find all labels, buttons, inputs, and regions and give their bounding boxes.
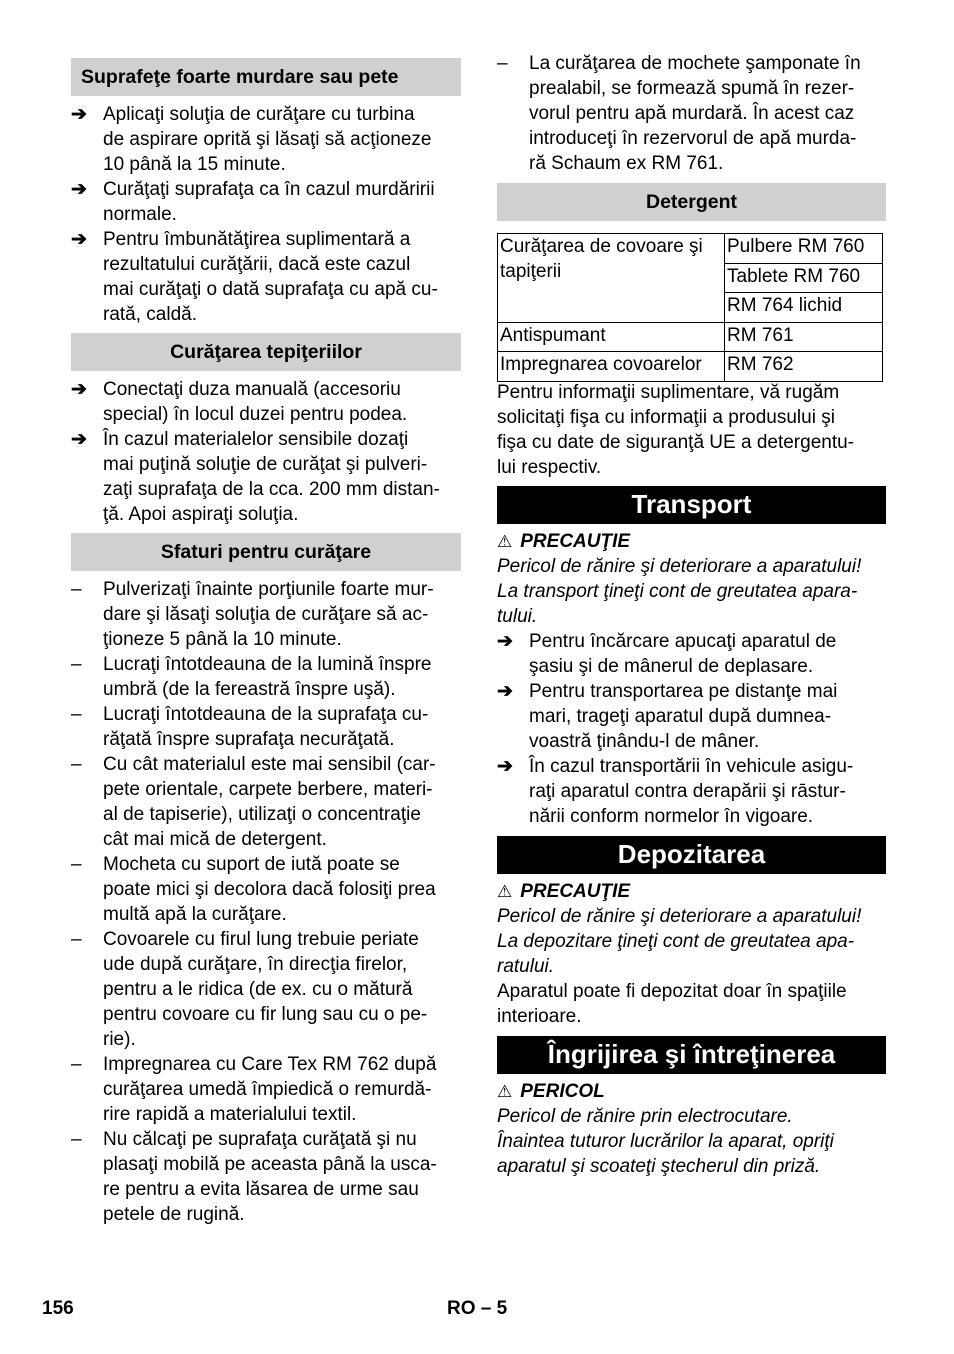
dash-bullet: – <box>71 754 82 775</box>
table-cell-value: RM 762 <box>725 352 883 382</box>
section-heading-transport: Transport <box>497 486 886 524</box>
dash-bullet: – <box>71 579 82 600</box>
dash-bullet: – <box>71 929 82 950</box>
dash-bullet: – <box>71 1129 82 1150</box>
arrow-icon: ➔ <box>497 631 513 652</box>
storage-text: Aparatul poate fi depozitat doar în spaţiile interioare. <box>497 981 847 1027</box>
arrow-icon: ➔ <box>497 756 513 777</box>
caution-label: ⚠ PRECAUŢIE <box>497 531 631 552</box>
section-heading-heavy-soiling: Suprafeţe foarte murdare sau pete <box>71 58 461 96</box>
section-heading-cleaning-tips: Sfaturi pentru curăţare <box>71 533 461 571</box>
dash-bullet: – <box>71 704 82 725</box>
arrow-icon: ➔ <box>71 429 87 450</box>
table-row <box>498 322 883 352</box>
table-cell-value: Tablete RM 760 <box>725 263 883 293</box>
warning-triangle-icon: ⚠ <box>497 532 513 551</box>
caution-label: ⚠ PRECAUŢIE <box>497 881 631 902</box>
caution-text: Pericol de rănire şi deteriorare a aparatului! La transport ţineţi cont de greutatea apara- tului. <box>497 556 862 627</box>
warning-triangle-icon: ⚠ <box>497 1082 513 1101</box>
arrow-icon: ➔ <box>71 229 87 250</box>
danger-label: ⚠ PERICOL <box>497 1081 605 1102</box>
page-number: 156 <box>42 1298 74 1319</box>
table-row <box>498 352 883 382</box>
table-row <box>498 234 883 264</box>
arrow-icon: ➔ <box>71 104 87 125</box>
table-cell-value: Pulbere RM 760 <box>725 234 883 264</box>
detergent-note: Pentru informaţii suplimentare, vă rugăm solicitaţi fişa cu informaţii a produsului şi fişa cu date de siguranţă UE a detergentu- lui respectiv. <box>497 382 855 478</box>
table-cell-value: RM 764 lichid <box>725 293 883 323</box>
table-cell-label: Impregnarea covoarelor <box>498 352 725 382</box>
table-cell-label: Curăţarea de covoare şi tapiţerii <box>498 234 725 323</box>
section-heading-storage: Depozitarea <box>497 836 886 874</box>
caution-text: Pericol de rănire şi deteriorare a aparatului! La depozitare ţineţi cont de greutatea apa- ratului. <box>497 906 862 977</box>
dash-bullet: – <box>497 53 508 74</box>
table-cell-label: Antispumant <box>498 322 725 352</box>
section-heading-upholstery: Curăţarea tepiţeriilor <box>71 333 461 371</box>
table-cell-value: RM 761 <box>725 322 883 352</box>
dash-bullet: – <box>71 1054 82 1075</box>
dash-bullet: – <box>71 654 82 675</box>
section-heading-maintenance: Îngrijirea şi întreţinerea <box>497 1036 886 1074</box>
danger-text: Pericol de rănire prin electrocutare. Înaintea tuturor lucrărilor la aparat, opriţi aparatul şi scoateţi ştecherul din priză. <box>497 1106 834 1177</box>
section-heading-detergent: Detergent <box>497 183 886 221</box>
arrow-icon: ➔ <box>497 681 513 702</box>
arrow-icon: ➔ <box>71 179 87 200</box>
detergent-table <box>497 233 883 382</box>
dash-bullet: – <box>71 854 82 875</box>
section-page-label: RO – 5 <box>447 1298 508 1319</box>
arrow-icon: ➔ <box>71 379 87 400</box>
warning-triangle-icon: ⚠ <box>497 882 513 901</box>
